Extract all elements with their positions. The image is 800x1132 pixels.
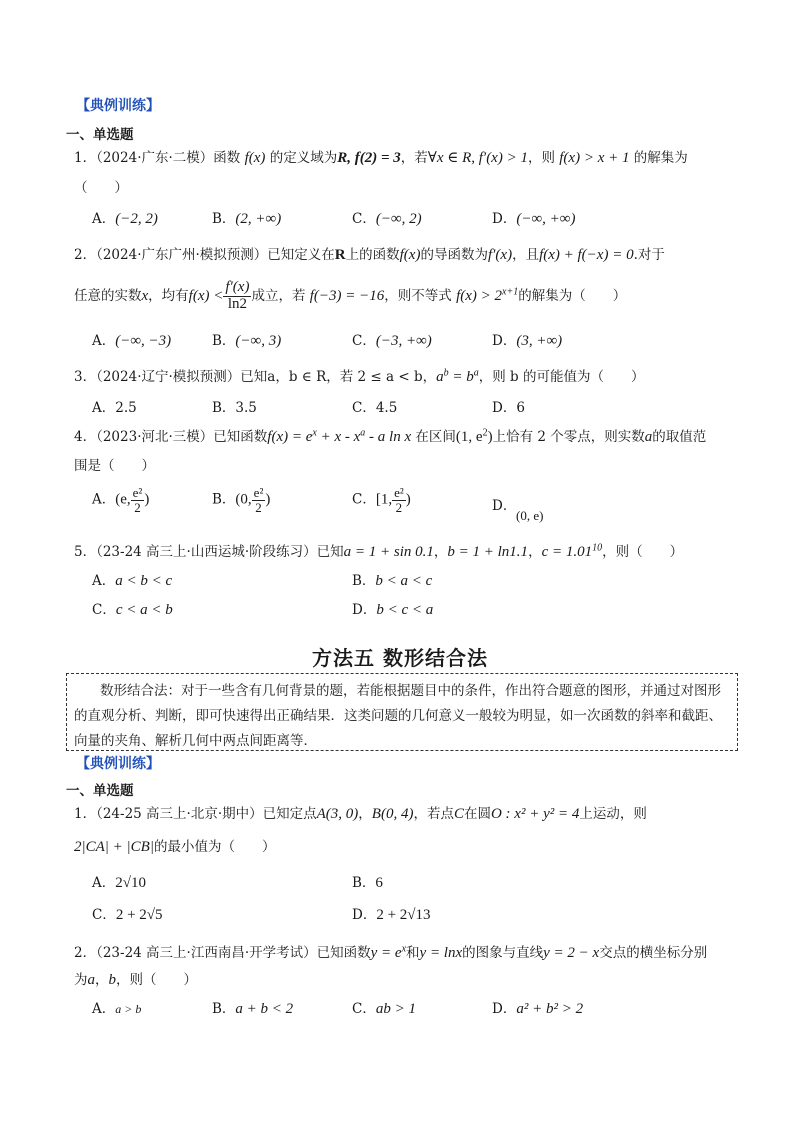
question-text: 的解集为（ ） [518,287,627,304]
math: - a ln x [365,429,412,445]
fraction-numerator: f′(x) [225,279,250,295]
option-value: (−∞, 3) [235,333,282,349]
math: y = e [370,945,402,961]
option-label: B． [352,573,376,589]
question-number: 3． [74,369,97,385]
fraction-denominator: 2 [395,499,403,515]
answer-paren: （ ） [74,180,128,196]
option-value: (−2, 2) [115,211,158,227]
question-text: ， [433,544,448,560]
math-superscript: b [443,367,449,379]
fraction-denominator: 2 [255,499,262,515]
fraction [131,486,145,514]
math-superscript: x [312,427,317,439]
fraction-denominator: 2 [134,499,141,515]
question-source: （2024·广东广州·模拟预测） [96,247,268,263]
option-b[interactable] [212,396,257,416]
part-header: 一、单选题 [66,127,134,143]
part-header: 一、单选题 [66,783,134,799]
question-text: 上运动，则 [579,806,647,822]
question-number: 1． [74,150,97,166]
option-d[interactable] [492,997,583,1018]
question-text: 任意的实数 [74,287,142,304]
question-text: 的取值范 [652,429,707,445]
math-superscript: x [401,943,407,955]
question-2 [74,243,665,264]
option-b[interactable] [352,569,432,590]
math: y = lnx [419,945,463,961]
option-value: 3.5 [235,400,257,416]
fraction-numerator: e² [253,485,264,500]
option-c[interactable] [352,486,411,514]
option-label: B． [212,400,236,416]
option-b[interactable] [212,997,293,1018]
question-text: 的图象与直线 [462,945,544,961]
math: B(0, 4) [371,806,414,822]
math: b = 1 + ln1.1 [447,544,529,560]
math: f(−3) = −16 [309,287,385,304]
question-source: （23-24 高三上·山西运城·阶段练习） [96,544,317,560]
question-text: ， [528,544,542,560]
question-2-line2 [74,968,197,989]
question-source: （2024·广东·二模） [96,150,214,166]
question-text: ，则（ ） [116,972,197,988]
question-text: 在区间 [415,429,456,445]
math: x [141,287,149,304]
option-label: B． [212,1001,236,1017]
option-label: D． [492,211,517,227]
option-c[interactable] [92,598,173,619]
question-text: ， [358,806,372,822]
question-number: 4． [74,429,97,445]
question-4 [74,425,706,446]
option-value: ) [405,491,411,508]
question-3 [74,365,644,386]
question-text: 已知a，b ∈ R，若 2 ≤ a < b， [240,369,437,385]
question-text: 成立，若 [251,287,306,304]
option-c[interactable] [352,329,432,350]
question-text: 的最小值为（ ） [153,839,276,855]
option-b[interactable] [212,207,281,228]
question-2 [74,941,707,962]
question-text: 已知定义在 [267,247,335,263]
question-text: ，若 [400,150,428,166]
option-label: B． [212,211,236,227]
option-label: B． [212,333,236,349]
math: ) [487,429,493,445]
option-value: 2.5 [115,400,137,416]
question-text: 的解集为 [633,150,688,166]
option-a[interactable] [92,569,172,590]
math: a = 1 + sin 0.1 [343,544,434,560]
option-label: A． [92,573,116,589]
option-label: D． [492,1001,517,1017]
math: c = 1.01 [541,544,593,560]
question-text: ， [95,972,109,988]
option-d[interactable] [492,207,575,228]
question-text: 在圆 [463,806,491,822]
option-value: (3, +∞) [516,333,563,349]
option-label: A． [92,400,116,416]
option-b[interactable] [352,871,383,892]
option-c[interactable] [92,903,163,924]
math: f(x) + f(−x) = 0 [539,247,634,263]
option-value: (−∞, −3) [115,333,172,349]
option-label: A． [92,333,116,349]
math: f(x) > 2 [456,287,503,304]
option-d-value: (0, e) [516,508,544,523]
question-text: 已知定点 [262,806,317,822]
fraction [392,486,406,514]
option-label: C． [352,1001,376,1017]
question-text: 的导函数为 [420,247,488,263]
fraction-denominator: ln2 [227,295,247,312]
math: b [108,972,116,988]
question-text: ，则 b 的可能值为（ ） [478,369,645,385]
math: a [644,429,653,445]
question-text: .对于 [633,247,665,263]
math: = b [448,369,474,385]
question-number: 2． [74,247,97,263]
option-label: C． [92,907,116,923]
question-source: （24-25 高三上·北京·期中） [96,806,263,822]
option-value: ) [144,491,150,508]
question-2-line2 [74,280,626,313]
question-text: 上恰有 2 个零点，则实数 [492,429,645,445]
option-label: D． [492,498,517,514]
option-c[interactable] [352,207,422,228]
option-c[interactable] [352,997,416,1018]
option-value: (−3, +∞) [375,333,432,349]
option-d[interactable] [352,598,433,619]
option-label: A． [92,491,116,508]
math: f(x) [399,247,421,263]
option-label: C． [352,491,376,508]
math: R [334,247,346,263]
math: (1, e [455,429,483,445]
math-superscript: 2 [482,427,488,439]
math: R, f(2) = 3 [337,150,401,166]
question-number: 5． [74,544,97,560]
option-value: 2 + 2√5 [115,907,163,923]
option-value: a > b [115,1002,142,1016]
option-value: 6 [516,400,525,416]
fraction [223,280,251,313]
option-label: B． [212,491,236,508]
option-a[interactable] [92,997,141,1017]
option-value: ab > 1 [375,1001,416,1017]
option-value: (2, +∞) [235,211,282,227]
option-value: (0, [235,491,252,508]
question-text: ，则（ ） [602,544,684,560]
math: C [453,806,464,822]
math: O : x² + y² = 4 [490,806,580,822]
option-label: A． [92,211,116,227]
example-header: 【典例训练】 [76,98,160,114]
option-value: a² + b² > 2 [516,1001,584,1017]
option-label: D． [492,333,517,349]
method-title: 方法五 数形结合法 [312,646,488,670]
option-value: 6 [375,875,383,891]
option-b[interactable] [212,329,281,350]
option-label: C． [352,333,376,349]
method-description [74,679,734,754]
option-label: B． [352,875,376,891]
option-label: C． [352,211,376,227]
option-a[interactable] [92,486,149,514]
option-value: c < a < b [115,602,173,618]
math: + x - x [316,429,361,445]
option-value: (−∞, 2) [375,211,422,227]
question-text: ，则不等式 [384,287,452,304]
option-value: 2 + 2√13 [376,907,431,923]
question-text: 已知函数 [213,429,268,445]
option-d[interactable] [352,903,431,924]
question-source: （23-24 高三上·江西南昌·开学考试） [96,945,317,961]
question-text: 上的函数 [345,247,400,263]
question-source: （2024·辽宁·模拟预测） [96,369,241,385]
option-value: a < b < c [115,573,173,589]
math: ∀x ∈ R, f′(x) > 1 [427,150,528,166]
math: f(x) [244,150,266,166]
math: 2|CA| + |CB| [74,839,154,855]
option-value: (e, [115,491,131,508]
question-1 [74,146,688,167]
question-text: ，则 [527,150,555,166]
option-value: b < c < a [376,602,434,618]
math-superscript: a [360,427,366,439]
method-description-text: 数形结合法：对于一些含有几何背景的题，若能根据题目中的条件，作出符合题意的图形，并通过对图形的直观分析、判断，即可快速得出正确结果．这类问题的几何意义一般较为明显，如一次函数的斜率和截距、向量的夹角、解析几何中两点间距离等． [74,683,722,749]
option-value: b < a < c [375,573,433,589]
question-1-line2 [74,835,275,856]
option-value: 2√10 [115,875,146,891]
math-superscript: a [473,367,479,379]
math: a [87,972,95,988]
option-label: A． [92,1001,116,1017]
option-label: C． [352,400,376,416]
option-label: A． [92,875,116,891]
question-text: 的定义域为 [269,150,338,166]
fraction-numerator: e² [394,485,404,500]
question-text: 为 [74,972,88,988]
question-4-line2: 围是（ ） [74,458,155,474]
math-superscript: x+1 [502,286,519,298]
option-a[interactable] [92,396,137,416]
option-d[interactable] [492,396,525,416]
option-a[interactable] [92,207,158,228]
option-value: (−∞, +∞) [516,211,576,227]
question-5 [74,540,683,561]
option-b[interactable] [212,486,270,514]
question-source: （2023·河北·三模） [96,429,214,445]
question-text: 函数 [213,150,241,166]
question-number: 1． [74,806,97,822]
question-1 [74,802,647,823]
option-label: D． [492,400,517,416]
question-text: ，若点 [413,806,454,822]
option-c[interactable] [352,396,397,416]
question-text: 交点的横坐标分别 [599,945,708,961]
math: A(3, 0) [316,806,359,822]
math: y = 2 − x [543,945,600,961]
fraction [252,486,266,514]
math: a [436,369,444,385]
option-a[interactable] [92,871,146,892]
question-text: ，均有 [148,287,189,304]
option-label: D． [352,602,377,618]
example-header: 【典例训练】 [76,756,160,772]
math: f(x) > x + 1 [559,150,630,166]
math: f′(x) [487,247,513,263]
question-text: 和 [406,945,420,961]
option-value: 4.5 [375,400,398,416]
question-number: 2． [74,945,97,961]
option-a[interactable] [92,329,171,350]
question-text: 已知函数 [316,945,371,961]
question-text: 已知 [316,544,344,560]
option-label: C． [92,602,116,618]
math: f(x) = e [267,429,313,445]
option-value: [1, [375,491,393,508]
fraction-numerator: e² [132,485,143,500]
option-label: D． [352,907,377,923]
option-d[interactable] [492,494,516,514]
math-superscript: 10 [592,542,603,554]
option-value: a + b < 2 [235,1001,294,1017]
question-text: ，且 [512,247,540,263]
math: f(x) < [188,287,224,304]
option-d[interactable] [492,329,562,350]
option-value: ) [265,491,271,508]
